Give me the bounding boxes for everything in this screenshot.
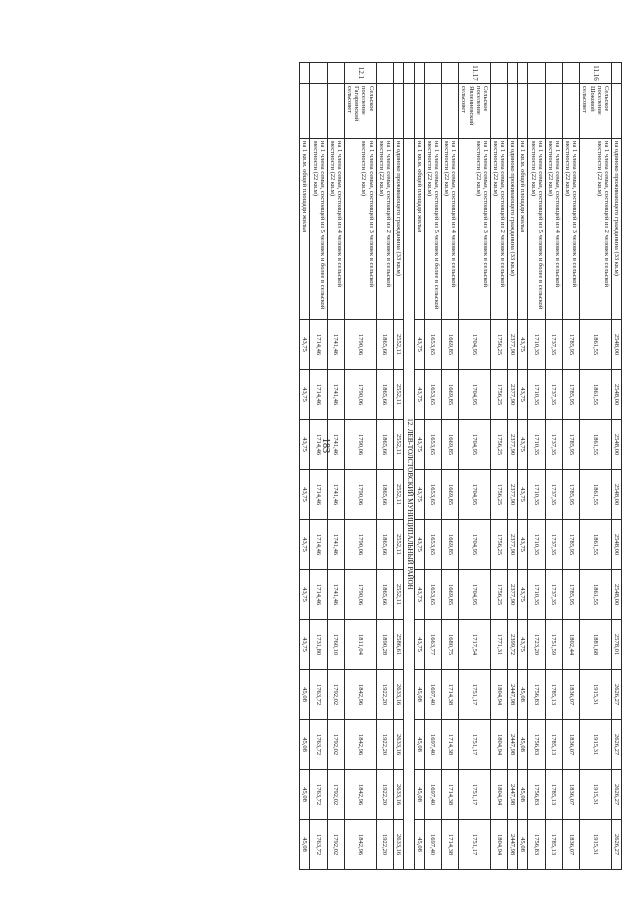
value-cell: 1653,65 bbox=[424, 520, 441, 570]
value-cell: 1881,68 bbox=[580, 620, 612, 670]
value-cell: 1714,46 bbox=[310, 520, 327, 570]
value-cell: 45,08 bbox=[300, 670, 310, 720]
value-cell: 1741,46 bbox=[327, 320, 344, 370]
value-cell: 1697,40 bbox=[424, 670, 441, 720]
value-cell: 1653,65 bbox=[424, 570, 441, 620]
value-cell: 2626,27 bbox=[611, 770, 621, 820]
value-cell: 1861,55 bbox=[580, 370, 612, 420]
settlement-cell bbox=[518, 84, 528, 139]
value-cell: 1704,95 bbox=[459, 520, 491, 570]
value-cell: 1741,46 bbox=[327, 570, 344, 620]
value-cell: 43,75 bbox=[414, 370, 424, 420]
value-cell: 1680,75 bbox=[442, 620, 459, 670]
value-cell: 1714,38 bbox=[442, 770, 459, 820]
value-cell: 1723,20 bbox=[528, 620, 545, 670]
value-cell: 43,75 bbox=[300, 520, 310, 570]
section-title: 12. ЛЕВ-ТОЛСТОВСКИЙ МУНИЦИПАЛЬНЫЙ РАЙОН bbox=[403, 139, 414, 870]
settlement-cell bbox=[403, 84, 414, 139]
settlement-cell: Сельское поселение Гагаринский сельсовет bbox=[344, 84, 376, 139]
value-cell: 1669,85 bbox=[442, 470, 459, 520]
value-cell: 1785,95 bbox=[563, 370, 580, 420]
value-cell: 43,75 bbox=[300, 620, 310, 670]
value-cell: 1710,35 bbox=[528, 570, 545, 620]
value-cell: 2633,16 bbox=[393, 820, 403, 870]
table-row bbox=[508, 63, 518, 870]
value-cell: 1785,13 bbox=[545, 720, 562, 770]
value-cell: 2552,11 bbox=[393, 470, 403, 520]
table-row bbox=[310, 63, 327, 870]
value-cell: 45,08 bbox=[300, 770, 310, 820]
category-cell: на 1 члена семьи, состоящей из 5 человек и более в сельской местности (22 кв.м) bbox=[528, 139, 545, 320]
table-row bbox=[393, 63, 403, 870]
value-cell: 1751,59 bbox=[545, 620, 562, 670]
settlement-cell: Сельское поселение Явлениевский сельсовет bbox=[459, 84, 491, 139]
value-cell: 2552,11 bbox=[393, 570, 403, 620]
value-cell: 43,75 bbox=[300, 320, 310, 370]
value-cell: 43,75 bbox=[300, 570, 310, 620]
value-cell: 1737,35 bbox=[545, 320, 562, 370]
value-cell: 1756,83 bbox=[528, 720, 545, 770]
value-cell: 1714,46 bbox=[310, 370, 327, 420]
value-cell: 1865,66 bbox=[376, 570, 393, 620]
row-index-cell bbox=[545, 63, 562, 84]
value-cell: 1697,40 bbox=[424, 770, 441, 820]
value-cell: 1704,95 bbox=[459, 470, 491, 520]
row-index-cell bbox=[442, 63, 459, 84]
settlement-cell bbox=[545, 84, 562, 139]
value-cell: 2626,27 bbox=[611, 820, 621, 870]
value-cell: 1792,02 bbox=[327, 670, 344, 720]
value-cell: 2626,27 bbox=[611, 720, 621, 770]
value-cell: 1861,55 bbox=[580, 520, 612, 570]
value-cell: 1842,96 bbox=[344, 720, 376, 770]
value-cell: 1714,38 bbox=[442, 720, 459, 770]
value-cell: 43,75 bbox=[300, 370, 310, 420]
settlement-cell bbox=[327, 84, 344, 139]
table-row bbox=[344, 63, 376, 870]
value-cell: 1865,66 bbox=[376, 470, 393, 520]
table-row bbox=[414, 63, 424, 870]
value-cell: 45,08 bbox=[414, 670, 424, 720]
value-cell: 1710,35 bbox=[528, 420, 545, 470]
table-row bbox=[580, 63, 612, 870]
value-cell: 1790,06 bbox=[344, 420, 376, 470]
value-cell: 2377,90 bbox=[508, 370, 518, 420]
value-cell: 1785,95 bbox=[563, 470, 580, 520]
value-cell: 1760,10 bbox=[327, 620, 344, 670]
value-cell: 1756,83 bbox=[528, 820, 545, 870]
category-cell: на 1 члена семьи, состоящей из 2 человек в сельской местности (22 кв.м) bbox=[580, 139, 612, 320]
category-cell: на 1 члена семьи, состоящей из 3 человек в сельской местности (22 кв.м) bbox=[344, 139, 376, 320]
value-cell: 1763,72 bbox=[310, 720, 327, 770]
value-cell: 45,08 bbox=[414, 820, 424, 870]
value-cell: 1785,95 bbox=[563, 320, 580, 370]
value-cell: 43,75 bbox=[518, 620, 528, 670]
value-cell: 45,08 bbox=[518, 670, 528, 720]
value-cell: 2377,90 bbox=[508, 570, 518, 620]
value-cell: 43,75 bbox=[414, 420, 424, 470]
table-row bbox=[459, 63, 491, 870]
value-cell: 1737,35 bbox=[545, 520, 562, 570]
value-cell: 1653,65 bbox=[424, 370, 441, 420]
row-index-cell bbox=[327, 63, 344, 84]
value-cell: 43,75 bbox=[414, 620, 424, 670]
value-cell: 1861,55 bbox=[580, 320, 612, 370]
row-index-cell bbox=[528, 63, 545, 84]
value-cell: 1714,38 bbox=[442, 820, 459, 870]
value-cell: 1790,06 bbox=[344, 470, 376, 520]
value-cell: 1714,38 bbox=[442, 670, 459, 720]
value-cell: 1842,96 bbox=[344, 820, 376, 870]
value-cell: 1714,46 bbox=[310, 420, 327, 470]
row-index-cell bbox=[300, 63, 310, 84]
value-cell: 43,75 bbox=[300, 470, 310, 520]
value-cell: 1737,35 bbox=[545, 420, 562, 470]
category-cell: на 1 кв.м. общей площади жилья bbox=[300, 139, 310, 320]
category-cell: на 1 члена семьи, состоящей из 5 человек и более в сельской местности (22 кв.м) bbox=[424, 139, 441, 320]
value-cell: 1653,65 bbox=[424, 470, 441, 520]
settlement-cell bbox=[563, 84, 580, 139]
value-cell: 1861,55 bbox=[580, 570, 612, 620]
value-cell: 45,08 bbox=[518, 720, 528, 770]
table-row bbox=[490, 63, 507, 870]
page-number: 183 bbox=[320, 438, 331, 453]
value-cell: 1669,85 bbox=[442, 570, 459, 620]
value-cell: 1763,72 bbox=[310, 820, 327, 870]
value-cell: 1751,17 bbox=[459, 820, 491, 870]
value-cell: 1792,02 bbox=[327, 770, 344, 820]
value-cell: 2377,90 bbox=[508, 470, 518, 520]
value-cell: 1653,65 bbox=[424, 320, 441, 370]
value-cell: 1771,31 bbox=[490, 620, 507, 670]
value-cell: 1756,25 bbox=[490, 470, 507, 520]
value-cell: 1792,02 bbox=[327, 720, 344, 770]
category-cell: на 1 члена семьи, состоящей из 3 человек в сельской местности (22 кв.м) bbox=[459, 139, 491, 320]
settlement-cell bbox=[490, 84, 507, 139]
value-cell: 1737,35 bbox=[545, 570, 562, 620]
category-cell: на одиноко проживающего гражданина (33 кв.м) bbox=[393, 139, 403, 320]
value-cell: 1922,20 bbox=[376, 770, 393, 820]
value-cell: 1915,31 bbox=[580, 670, 612, 720]
value-cell: 1710,35 bbox=[528, 470, 545, 520]
value-cell: 43,75 bbox=[518, 470, 528, 520]
value-cell: 43,75 bbox=[518, 520, 528, 570]
value-cell: 2552,11 bbox=[393, 320, 403, 370]
category-cell: на 1 члена семьи, состоящей из 4 человек в сельской местности (22 кв.м) bbox=[442, 139, 459, 320]
value-cell: 2377,90 bbox=[508, 320, 518, 370]
table-row bbox=[327, 63, 344, 870]
value-cell: 1915,31 bbox=[580, 770, 612, 820]
value-cell: 1790,06 bbox=[344, 320, 376, 370]
value-cell: 1915,31 bbox=[580, 720, 612, 770]
value-cell: 1756,25 bbox=[490, 370, 507, 420]
settlement-cell bbox=[424, 84, 441, 139]
value-cell: 1756,25 bbox=[490, 570, 507, 620]
value-cell: 1704,95 bbox=[459, 570, 491, 620]
value-cell: 1731,80 bbox=[310, 620, 327, 670]
value-cell: 1790,06 bbox=[344, 570, 376, 620]
tariff-table-frame bbox=[70, 62, 622, 870]
value-cell: 45,08 bbox=[518, 770, 528, 820]
category-cell: на 1 члена семьи, состоящей из 3 человек в сельской местности (22 кв.м) bbox=[563, 139, 580, 320]
settlement-cell bbox=[300, 84, 310, 139]
value-cell: 1804,94 bbox=[490, 820, 507, 870]
settlement-cell bbox=[508, 84, 518, 139]
value-cell: 1804,94 bbox=[490, 670, 507, 720]
tariff-table bbox=[299, 62, 622, 870]
settlement-cell bbox=[376, 84, 393, 139]
value-cell: 43,75 bbox=[414, 520, 424, 570]
value-cell: 1669,85 bbox=[442, 420, 459, 470]
value-cell: 45,08 bbox=[414, 720, 424, 770]
value-cell: 1653,65 bbox=[424, 420, 441, 470]
value-cell: 2633,16 bbox=[393, 670, 403, 720]
row-index-cell bbox=[403, 63, 414, 84]
value-cell: 1737,35 bbox=[545, 370, 562, 420]
value-cell: 2548,00 bbox=[611, 320, 621, 370]
row-index-cell: 11.17 bbox=[459, 63, 491, 84]
value-cell: 43,75 bbox=[414, 320, 424, 370]
value-cell: 1763,72 bbox=[310, 770, 327, 820]
value-cell: 1741,46 bbox=[327, 420, 344, 470]
value-cell: 1737,35 bbox=[545, 470, 562, 520]
value-cell: 2377,90 bbox=[508, 420, 518, 470]
value-cell: 43,75 bbox=[518, 570, 528, 620]
value-cell: 1836,07 bbox=[563, 820, 580, 870]
value-cell: 43,75 bbox=[518, 320, 528, 370]
value-cell: 2399,72 bbox=[508, 620, 518, 670]
row-index-cell bbox=[563, 63, 580, 84]
value-cell: 1714,46 bbox=[310, 320, 327, 370]
table-row bbox=[376, 63, 393, 870]
table-row bbox=[442, 63, 459, 870]
value-cell: 1865,66 bbox=[376, 520, 393, 570]
table-row bbox=[563, 63, 580, 870]
value-cell: 1865,66 bbox=[376, 420, 393, 470]
value-cell: 2548,00 bbox=[611, 370, 621, 420]
tariff-table-rotated bbox=[70, 62, 622, 870]
value-cell: 1785,95 bbox=[563, 520, 580, 570]
category-cell: на 1 члена семьи, состоящей из 5 человек и более в сельской местности (22 кв.м) bbox=[310, 139, 327, 320]
value-cell: 2626,27 bbox=[611, 670, 621, 720]
value-cell: 43,75 bbox=[300, 420, 310, 470]
row-index-cell bbox=[393, 63, 403, 84]
value-cell: 2447,98 bbox=[508, 670, 518, 720]
row-index-cell bbox=[414, 63, 424, 84]
category-cell: на 1 члена семьи, состоящей из 4 человек в сельской местности (22 кв.м) bbox=[327, 139, 344, 320]
table-row bbox=[545, 63, 562, 870]
value-cell: 1836,07 bbox=[563, 770, 580, 820]
table-row bbox=[518, 63, 528, 870]
value-cell: 43,75 bbox=[518, 370, 528, 420]
row-index-cell bbox=[424, 63, 441, 84]
value-cell: 43,75 bbox=[414, 470, 424, 520]
row-index-cell bbox=[490, 63, 507, 84]
value-cell: 2548,00 bbox=[611, 420, 621, 470]
value-cell: 1811,04 bbox=[344, 620, 376, 670]
value-cell: 1785,95 bbox=[563, 420, 580, 470]
settlement-cell bbox=[393, 84, 403, 139]
value-cell: 43,73 bbox=[414, 570, 424, 620]
value-cell: 1785,13 bbox=[545, 770, 562, 820]
value-cell: 1785,13 bbox=[545, 670, 562, 720]
value-cell: 2548,00 bbox=[611, 570, 621, 620]
value-cell: 1922,20 bbox=[376, 820, 393, 870]
value-cell: 1802,44 bbox=[563, 620, 580, 670]
value-cell: 1756,25 bbox=[490, 420, 507, 470]
value-cell: 2586,61 bbox=[393, 620, 403, 670]
value-cell: 1663,77 bbox=[424, 620, 441, 670]
value-cell: 45,08 bbox=[300, 720, 310, 770]
row-index-cell bbox=[376, 63, 393, 84]
table-row bbox=[424, 63, 441, 870]
value-cell: 1669,85 bbox=[442, 320, 459, 370]
value-cell: 1756,25 bbox=[490, 320, 507, 370]
category-cell: на 1 кв.м. общей площади жилья bbox=[518, 139, 528, 320]
value-cell: 1756,83 bbox=[528, 670, 545, 720]
table-row bbox=[300, 63, 310, 870]
value-cell: 1704,95 bbox=[459, 320, 491, 370]
value-cell: 1792,02 bbox=[327, 820, 344, 870]
value-cell: 45,08 bbox=[414, 770, 424, 820]
settlement-cell bbox=[611, 84, 621, 139]
value-cell: 1865,66 bbox=[376, 320, 393, 370]
value-cell: 1697,40 bbox=[424, 720, 441, 770]
row-index-cell: 12.1 bbox=[344, 63, 376, 84]
value-cell: 1922,20 bbox=[376, 670, 393, 720]
value-cell: 1697,40 bbox=[424, 820, 441, 870]
category-cell: на 1 кв.м. общей площади жилья bbox=[414, 139, 424, 320]
value-cell: 1669,85 bbox=[442, 370, 459, 420]
value-cell: 1915,31 bbox=[580, 820, 612, 870]
category-cell: на 1 члена семьи, состоящей из 2 человек в сельской местности (22 кв.м) bbox=[376, 139, 393, 320]
category-cell: на 1 члена семьи, состоящей из 2 человек в сельской местности (22 кв.м) bbox=[490, 139, 507, 320]
value-cell: 2377,90 bbox=[508, 520, 518, 570]
value-cell: 2633,16 bbox=[393, 770, 403, 820]
value-cell: 2578,01 bbox=[611, 620, 621, 670]
value-cell: 45,08 bbox=[518, 820, 528, 870]
table-row bbox=[611, 63, 621, 870]
value-cell: 1710,35 bbox=[528, 320, 545, 370]
value-cell: 1669,85 bbox=[442, 520, 459, 570]
value-cell: 43,75 bbox=[518, 420, 528, 470]
value-cell: 1842,96 bbox=[344, 670, 376, 720]
value-cell: 1751,17 bbox=[459, 720, 491, 770]
value-cell: 1714,46 bbox=[310, 470, 327, 520]
value-cell: 1717,54 bbox=[459, 620, 491, 670]
row-index-cell bbox=[508, 63, 518, 84]
category-cell: на одиноко проживающего гражданина (33 кв.м) bbox=[611, 139, 621, 320]
value-cell: 1785,95 bbox=[563, 570, 580, 620]
settlement-cell bbox=[310, 84, 327, 139]
value-cell: 2552,11 bbox=[393, 370, 403, 420]
row-index-cell bbox=[310, 63, 327, 84]
section-header-row bbox=[403, 63, 414, 870]
value-cell: 1763,72 bbox=[310, 670, 327, 720]
value-cell: 2548,00 bbox=[611, 470, 621, 520]
settlement-cell bbox=[528, 84, 545, 139]
row-index-cell bbox=[518, 63, 528, 84]
value-cell: 1751,17 bbox=[459, 770, 491, 820]
row-index-cell: 11.16 bbox=[580, 63, 612, 84]
value-cell: 45,08 bbox=[300, 820, 310, 870]
value-cell: 1836,07 bbox=[563, 670, 580, 720]
settlement-cell bbox=[442, 84, 459, 139]
value-cell: 1790,06 bbox=[344, 370, 376, 420]
value-cell: 2552,11 bbox=[393, 420, 403, 470]
value-cell: 1922,20 bbox=[376, 720, 393, 770]
value-cell: 1842,96 bbox=[344, 770, 376, 820]
value-cell: 1790,06 bbox=[344, 520, 376, 570]
value-cell: 2447,98 bbox=[508, 770, 518, 820]
table-row bbox=[528, 63, 545, 870]
category-cell: на 1 члена семьи, состоящей из 4 человек в сельской местности (22 кв.м) bbox=[545, 139, 562, 320]
value-cell: 1865,66 bbox=[376, 370, 393, 420]
value-cell: 1741,46 bbox=[327, 520, 344, 570]
value-cell: 1741,46 bbox=[327, 370, 344, 420]
value-cell: 2548,00 bbox=[611, 520, 621, 570]
value-cell: 1756,83 bbox=[528, 770, 545, 820]
value-cell: 1861,55 bbox=[580, 420, 612, 470]
value-cell: 2633,16 bbox=[393, 720, 403, 770]
value-cell: 1861,55 bbox=[580, 470, 612, 520]
value-cell: 2447,98 bbox=[508, 820, 518, 870]
settlement-cell: Сельское поселение Шоковой сельсовет bbox=[580, 84, 612, 139]
value-cell: 1804,94 bbox=[490, 720, 507, 770]
value-cell: 1704,95 bbox=[459, 370, 491, 420]
value-cell: 1704,95 bbox=[459, 420, 491, 470]
value-cell: 1741,46 bbox=[327, 470, 344, 520]
value-cell: 1785,13 bbox=[545, 820, 562, 870]
value-cell: 1710,35 bbox=[528, 370, 545, 420]
value-cell: 1836,07 bbox=[563, 720, 580, 770]
value-cell: 1804,94 bbox=[490, 770, 507, 820]
category-cell: на одиноко проживающего гражданина (33 кв.м) bbox=[508, 139, 518, 320]
value-cell: 1751,17 bbox=[459, 670, 491, 720]
settlement-cell bbox=[414, 84, 424, 139]
value-cell: 1890,28 bbox=[376, 620, 393, 670]
value-cell: 2447,98 bbox=[508, 720, 518, 770]
tariff-table-body bbox=[300, 63, 622, 870]
value-cell: 1710,35 bbox=[528, 520, 545, 570]
value-cell: 2552,11 bbox=[393, 520, 403, 570]
row-index-cell bbox=[611, 63, 621, 84]
value-cell: 1756,25 bbox=[490, 520, 507, 570]
value-cell: 1714,46 bbox=[310, 570, 327, 620]
